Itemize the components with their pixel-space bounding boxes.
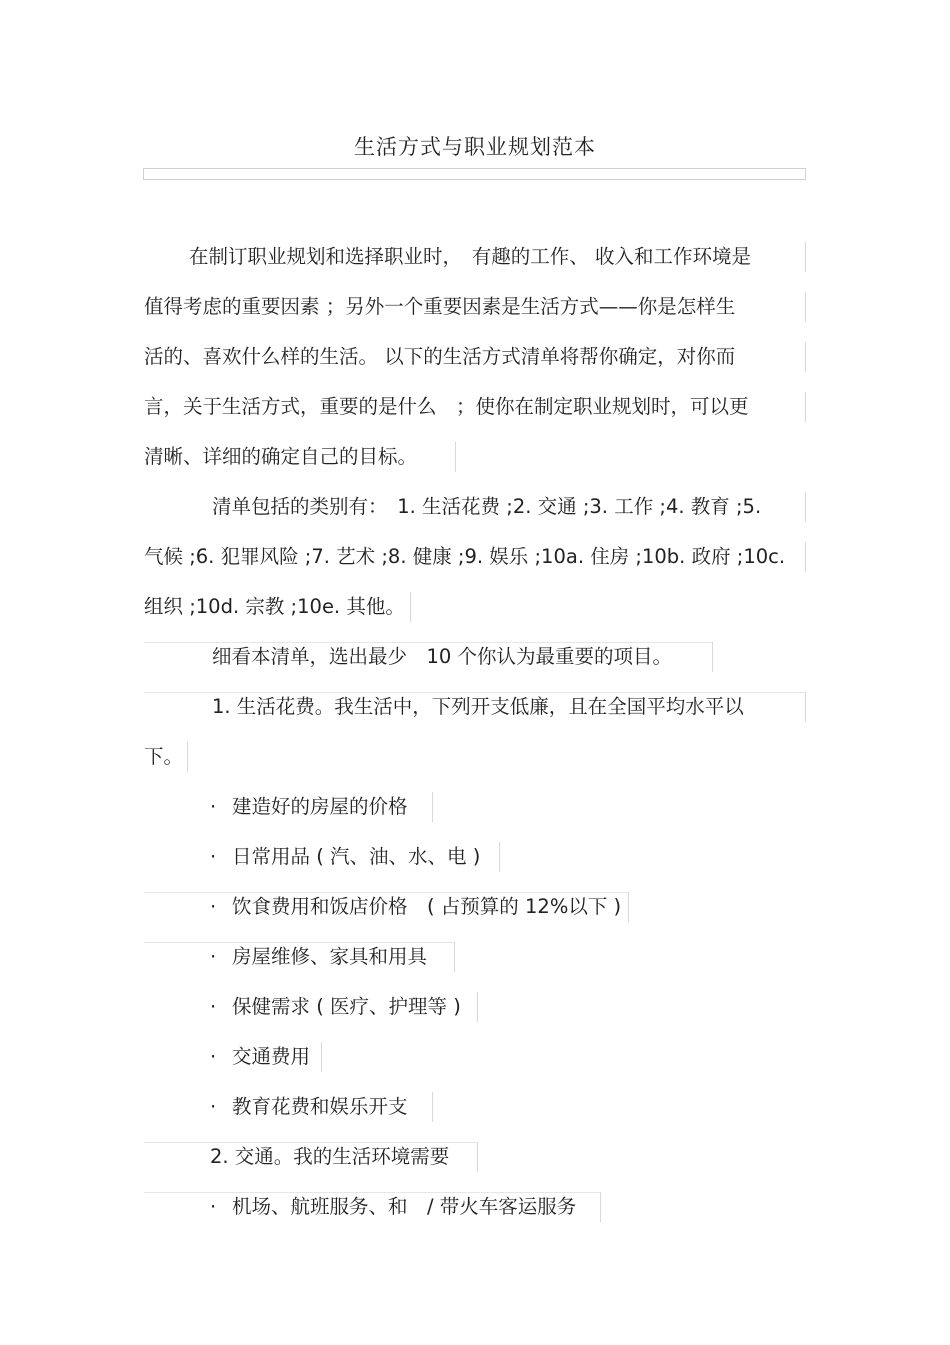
line-top-rule [144,892,628,893]
list-item [210,844,480,870]
list-item-text: 机场、航班服务、和 / 带火车客运服务 [232,1195,577,1218]
title-divider [143,168,806,180]
line-edge-marker [628,892,629,922]
line-top-rule [144,942,454,943]
bullet-icon: · [210,995,217,1018]
list-item [210,1044,310,1070]
intro-line: 值得考虑的重要因素 ；另外一个重要因素是生活方式——你是怎样生 [144,295,736,318]
line-edge-marker [499,842,500,872]
list-item [210,1094,408,1120]
bullet-icon: · [210,1095,217,1118]
line-edge-marker [432,1092,433,1122]
line-edge-marker [321,1042,322,1072]
list-item-text: 日常用品 ( 汽、油、水、电 ) [232,845,481,868]
line-edge-marker [805,292,806,322]
line-edge-marker [454,942,455,972]
bullet-icon: · [210,795,217,818]
document-title: 生活方式与职业规划范本 [354,135,596,159]
list-item [210,1194,576,1220]
section-heading: 2. 交通。我的生活环境需要 [210,1145,450,1168]
line-edge-marker [410,592,411,622]
line-edge-marker [805,542,806,572]
line-edge-marker [805,392,806,422]
list-item-text: 房屋维修、家具和用具 [232,945,428,968]
intro-line: 在制订职业规划和选择职业时， 有趣的工作、 收入和工作环境是 [189,245,751,268]
line-edge-marker [805,492,806,522]
line-edge-marker [187,742,188,772]
bullet-icon: · [210,845,217,868]
line-edge-marker [805,692,806,722]
bullet-icon: · [210,895,217,918]
line-edge-marker [712,642,713,672]
intro-line: 清晰、详细的确定自己的目标。 [144,445,418,468]
list-item [210,894,621,920]
section-heading-cont: 下。 [144,745,184,768]
bullet-icon: · [210,1045,217,1068]
intro-line: 言，关于生活方式，重要的是什么 ；使你在制定职业规划时，可以更 [144,395,749,418]
line-edge-marker [805,342,806,372]
list-item-text: 建造好的房屋的价格 [232,795,408,818]
list-item-text: 饮食费用和饭店价格 ( 占预算的 12%以下 ) [232,895,622,918]
line-edge-marker [477,1142,478,1172]
list-item [210,794,408,820]
line-top-rule [144,692,805,693]
categories-line: 气候 ;6. 犯罪风险 ;7. 艺术 ;8. 健康 ;9. 娱乐 ;10a. 住房 ;10b. 政府 ;10c. [144,545,786,568]
list-item [210,944,427,970]
line-top-rule [144,1142,477,1143]
categories-line: 组织 ;10d. 宗教 ;10e. 其他。 [144,595,405,618]
bullet-icon: · [210,1195,217,1218]
categories-line: 清单包括的类别有： 1. 生活花费 ;2. 交通 ;3. 工作 ;4. 教育 ;5. [212,495,762,518]
bullet-icon: · [210,945,217,968]
intro-line: 活的、喜欢什么样的生活。 以下的生活方式清单将帮你确定，对你而 [144,345,736,368]
list-item-text: 交通费用 [232,1045,311,1068]
line-edge-marker [455,442,456,472]
line-edge-marker [805,242,806,272]
line-top-rule [144,1192,600,1193]
list-item-text: 保健需求 ( 医疗、护理等 ) [232,995,461,1018]
section-heading: 1. 生活花费。我生活中，下列开支低廉，且在全国平均水平以 [212,695,744,718]
line-edge-marker [432,792,433,822]
line-top-rule [144,642,712,643]
list-item [210,994,461,1020]
line-edge-marker [600,1192,601,1222]
list-item-text: 教育花费和娱乐开支 [232,1095,408,1118]
instruction-line: 细看本清单，选出最少 10 个你认为最重要的项目。 [212,645,673,668]
line-edge-marker [477,992,478,1022]
